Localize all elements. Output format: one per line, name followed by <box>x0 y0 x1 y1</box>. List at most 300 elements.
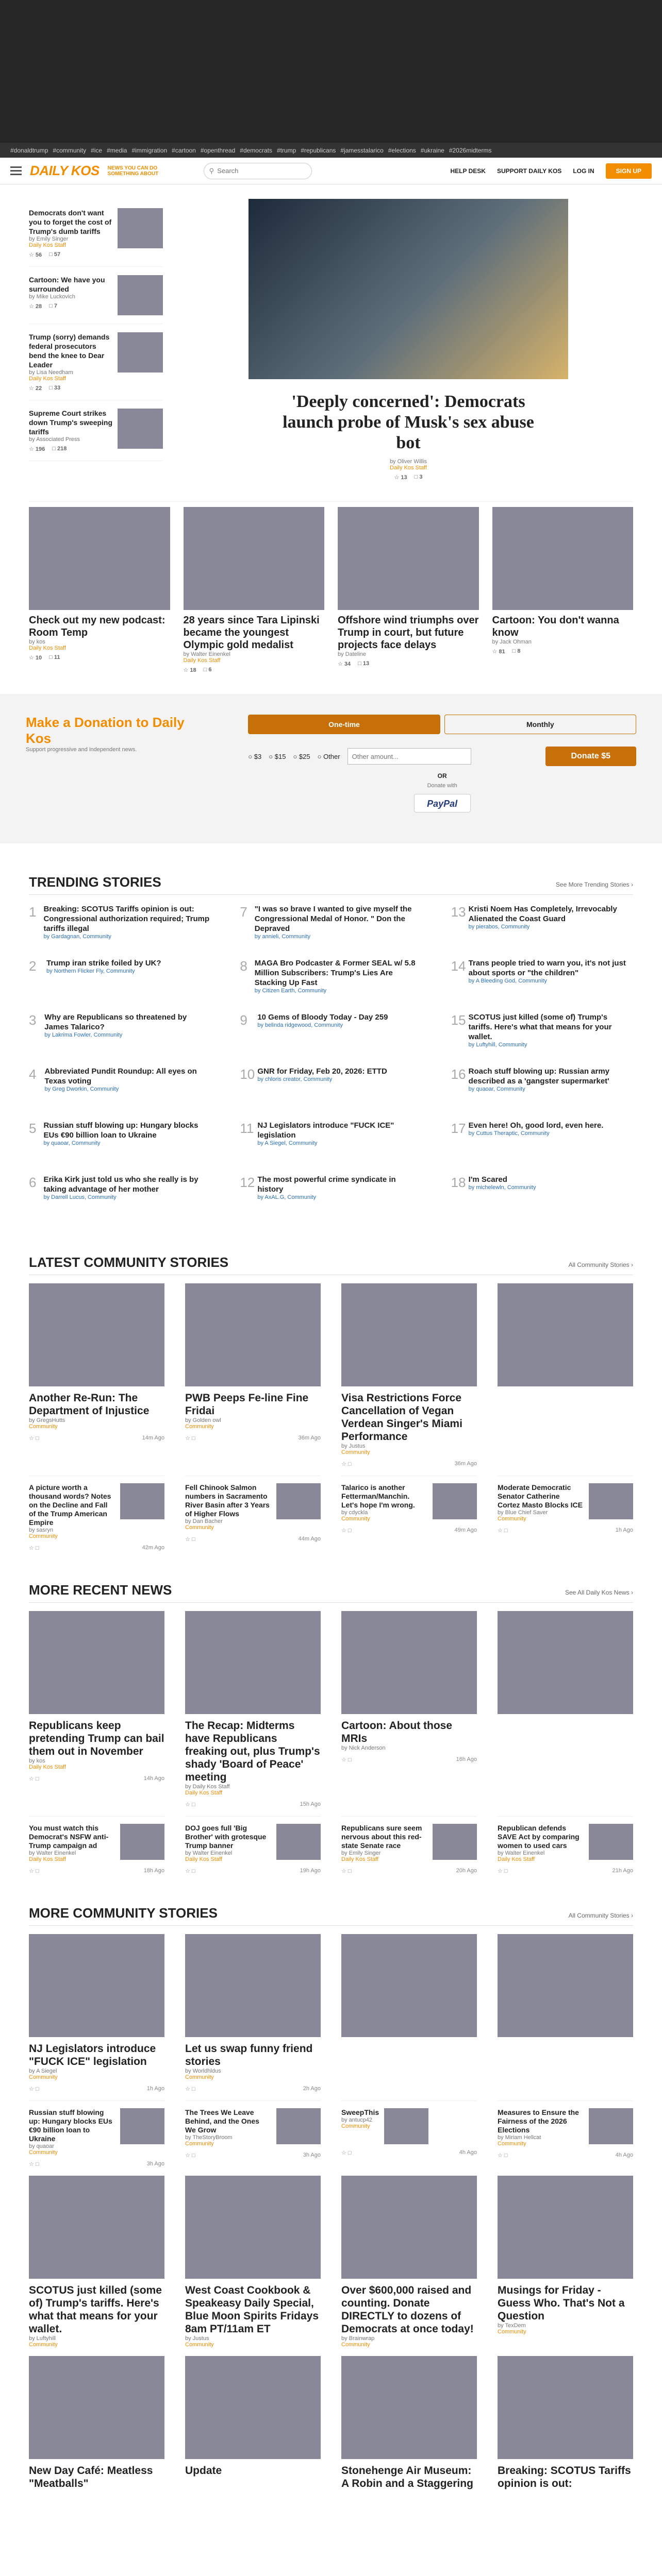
story-author[interactable]: by Luftyhill <box>29 2335 56 2342</box>
signup-button[interactable]: SIGN UP <box>606 163 652 179</box>
story-thumbnail[interactable] <box>118 409 163 449</box>
story-title[interactable]: Measures to Ensure the Fairness of the 2026 Elections <box>498 2108 579 2134</box>
tag-link[interactable]: #media <box>107 146 127 154</box>
tag-link[interactable]: #elections <box>388 146 416 154</box>
story-author[interactable]: by Golden owl <box>185 1417 221 1423</box>
story-image[interactable] <box>498 1934 633 2037</box>
trending-title[interactable]: Abbreviated Pundit Roundup: All eyes on Texas voting <box>44 1067 197 1086</box>
hero-author[interactable]: by Oliver Willis <box>389 459 427 465</box>
small-story[interactable] <box>29 1816 164 1874</box>
trending-item[interactable] <box>451 1121 633 1170</box>
story-title[interactable]: Supreme Court strikes down Trump's sweeping tariffs <box>29 409 113 436</box>
story-image[interactable] <box>29 2176 164 2279</box>
trending-title[interactable]: "I was so brave I wanted to give myself the Congressional Medal of Honor. " Don the Depraved <box>254 905 412 933</box>
one-time-toggle[interactable]: One-time <box>248 715 440 734</box>
trending-title[interactable]: Russian stuff blowing up: Hungary blocks EUs €90 billion loan to Ukraine <box>43 1121 198 1140</box>
story-image[interactable] <box>29 2356 164 2459</box>
story-image[interactable] <box>29 1611 164 1714</box>
story-author[interactable]: by Justus <box>185 2335 209 2342</box>
trending-author[interactable]: by annieli, Community <box>254 934 311 940</box>
trending-title[interactable]: Trump iran strike foiled by UK? <box>46 959 161 968</box>
small-story[interactable] <box>341 1476 477 1551</box>
small-story[interactable] <box>498 2100 633 2167</box>
story-title[interactable]: SweepThis <box>341 2108 379 2116</box>
story-thumbnail[interactable] <box>384 2108 428 2144</box>
rec-icon[interactable]: ☆ □ <box>29 2161 39 2167</box>
story-author[interactable]: by kos <box>29 1758 45 1764</box>
trending-title[interactable]: MAGA Bro Podcaster & Former SEAL w/ 5.8 Million Subscribers: Trump's Lies Are Stacking Up Fast <box>254 959 416 987</box>
story-card[interactable] <box>185 1611 321 1808</box>
trending-item[interactable] <box>29 1175 211 1224</box>
trending-item[interactable] <box>29 1066 211 1115</box>
story-card[interactable] <box>29 1934 164 2092</box>
story-title[interactable]: Republicans sure seem nervous about this red-state Senate race <box>341 1824 422 1850</box>
story-author[interactable]: by Blue Chief Saver <box>498 1510 548 1516</box>
amount-label: $25 <box>299 752 310 760</box>
featured-card[interactable] <box>29 507 170 673</box>
login-link[interactable]: LOG IN <box>573 167 594 175</box>
trending-author[interactable]: by Lakrima Fowler, Community <box>44 1032 123 1038</box>
trending-author[interactable]: by A Siegel, Community <box>257 1140 318 1146</box>
trending-item[interactable] <box>29 904 211 953</box>
other-amount-input[interactable] <box>347 748 471 765</box>
comment-icon[interactable]: □ 57 <box>49 251 61 258</box>
story-title[interactable]: Offshore wind triumphs over Trump in court, but future projects face delays <box>338 615 479 651</box>
rec-icon[interactable]: ☆ □ <box>341 1461 352 1467</box>
story-time: 49m Ago <box>454 1527 477 1533</box>
story-image[interactable] <box>341 1283 477 1386</box>
story-author[interactable]: by Justus <box>341 1443 366 1449</box>
story-footer <box>341 1756 477 1763</box>
rec-icon[interactable]: ☆ □ <box>185 1435 195 1442</box>
rec-icon[interactable]: ☆ □ <box>498 1868 508 1874</box>
story-author[interactable]: by cdyckla <box>341 1510 368 1516</box>
story-title[interactable]: Talarico is another Fetterman/Manchin. Let's hope I'm wrong. <box>341 1483 415 1509</box>
rec-icon[interactable]: ☆ □ <box>498 2153 508 2159</box>
rec-icon[interactable]: ☆ □ <box>498 1528 508 1534</box>
paypal-button[interactable]: PayPal <box>414 794 471 812</box>
story-title[interactable]: Republicans keep pretending Trump can bail them out in November <box>29 1720 164 1757</box>
story-thumbnail[interactable] <box>276 1824 321 1860</box>
story-image[interactable] <box>341 1934 477 2037</box>
story-author[interactable]: by Nick Anderson <box>341 1745 386 1751</box>
story-card[interactable] <box>341 2356 477 2490</box>
story-title[interactable]: Cartoon: We have you surrounded <box>29 276 105 293</box>
rec-icon[interactable]: ☆ □ <box>29 1776 39 1782</box>
story-card[interactable] <box>341 1611 477 1808</box>
story-meta <box>29 654 170 661</box>
rec-icon[interactable]: ☆ 18 <box>183 667 196 673</box>
rec-icon[interactable]: ☆ □ <box>185 2086 195 2092</box>
story-time: 1h Ago <box>615 1527 633 1533</box>
tag-link[interactable]: #cartoon <box>172 146 196 154</box>
rec-icon[interactable]: ☆ □ <box>185 1536 195 1543</box>
story-author[interactable]: by Walter Einenkel <box>185 1850 233 1856</box>
hero-image[interactable] <box>249 199 568 379</box>
rec-icon[interactable]: ☆ □ <box>29 1868 39 1874</box>
small-story[interactable] <box>185 1476 321 1551</box>
trending-rank: 11 <box>240 1121 254 1136</box>
trending-title[interactable]: Roach stuff blowing up: Russian army described as a 'gangster supermarket' <box>468 1067 610 1086</box>
rec-icon[interactable]: ☆ □ <box>341 1757 352 1763</box>
story-card[interactable] <box>29 1283 164 1467</box>
rec-icon[interactable]: ☆ 34 <box>338 661 351 667</box>
trending-rank: 17 <box>451 1121 466 1136</box>
trending-author[interactable]: by AxAL.G, Community <box>257 1194 317 1200</box>
amount-radio[interactable]: ○ $25 <box>293 752 310 760</box>
story-author[interactable]: by Dateline <box>338 651 367 657</box>
comment-icon[interactable]: □ 218 <box>52 446 67 452</box>
small-story[interactable] <box>498 1476 633 1551</box>
trending-author[interactable]: by michelewln, Community <box>468 1184 536 1191</box>
story-footer <box>498 1868 633 1874</box>
rec-icon[interactable]: ☆ 81 <box>492 649 505 655</box>
story-thumbnail[interactable] <box>589 1824 633 1860</box>
trending-author[interactable]: by belinda ridgewood, Community <box>257 1022 343 1028</box>
comment-icon[interactable]: □ 7 <box>49 303 57 309</box>
story-image[interactable] <box>185 1283 321 1386</box>
story-author[interactable]: by Walter Einenkel <box>29 1850 76 1856</box>
trending-author[interactable]: by A Bleeding God, Community <box>468 978 547 984</box>
story-footer <box>498 1527 633 1534</box>
story-author[interactable]: by Brainwrap <box>341 2335 375 2342</box>
story-author[interactable]: by Worldhldus <box>185 2068 221 2074</box>
story-card[interactable] <box>498 1611 633 1808</box>
story-image[interactable] <box>341 1611 477 1714</box>
story-card[interactable] <box>185 1934 321 2092</box>
trending-item[interactable] <box>451 1012 633 1061</box>
story-title[interactable]: PWB Peeps Fe-line Fine Fridai <box>185 1392 309 1417</box>
story-image[interactable] <box>185 1611 321 1714</box>
rec-count: 10 <box>35 655 42 661</box>
story-title[interactable]: You must watch this Democrat's NSFW anti-Trump campaign ad <box>29 1824 109 1850</box>
story-card[interactable] <box>185 1283 321 1467</box>
story-card[interactable] <box>29 1611 164 1808</box>
story-title[interactable]: Over $600,000 raised and counting. Donate DIRECTLY to dozens of Democrats at once today! <box>341 2284 474 2335</box>
trending-item[interactable] <box>29 958 211 1007</box>
story-title[interactable]: Stonehenge Air Museum: A Robin and a Staggering <box>341 2465 473 2489</box>
rec-icon[interactable]: ☆ □ <box>185 2153 195 2159</box>
story-title[interactable]: Trump (sorry) demands federal prosecutors bend the knee to Dear Leader <box>29 333 110 369</box>
story-author[interactable]: by Lisa Needham <box>29 369 73 376</box>
story-title[interactable]: Let us swap funny friend stories <box>185 2043 313 2067</box>
story-title[interactable]: Russian stuff blowing up: Hungary blocks EUs €90 billion loan to Ukraine <box>29 2108 112 2143</box>
story-author[interactable]: by GregsHutts <box>29 1417 65 1423</box>
story-title[interactable]: Breaking: SCOTUS Tariffs opinion is out: <box>498 2465 631 2489</box>
rec-count: 34 <box>344 661 351 667</box>
story-author[interactable]: by Jack Ohman <box>492 639 532 645</box>
ad-banner <box>0 0 662 143</box>
story-image[interactable] <box>29 1283 164 1386</box>
comment-count: 7 <box>54 303 57 309</box>
story-image[interactable] <box>184 507 325 610</box>
story-author[interactable]: by Walter Einenkel <box>498 1850 545 1856</box>
amount-radio[interactable]: ○ $3 <box>248 752 262 760</box>
story-author[interactable]: by sasryn <box>29 1527 54 1533</box>
search-box[interactable] <box>204 163 312 179</box>
tag-link[interactable]: #immigration <box>131 146 168 154</box>
story-title[interactable]: A picture worth a thousand words? Notes on the Decline and Fall of the Trump American Empire <box>29 1483 111 1527</box>
story-image[interactable] <box>185 1934 321 2037</box>
story-image[interactable] <box>341 2176 477 2279</box>
story-title[interactable]: The Recap: Midterms have Republicans freaking out, plus Trump's shady 'Board of Peace' meeting <box>185 1720 320 1783</box>
rec-icon[interactable]: ☆ 10 <box>29 655 42 661</box>
story-title[interactable]: Moderate Democratic Senator Catherine Cortez Masto Blocks ICE <box>498 1483 583 1509</box>
trending-title[interactable]: Why are Republicans so threatened by James Talarico? <box>44 1013 187 1031</box>
story-thumbnail[interactable] <box>118 275 163 315</box>
story-thumbnail[interactable] <box>276 1483 321 1519</box>
story-author[interactable]: by Associated Press <box>29 436 80 443</box>
comment-icon[interactable]: □ 3 <box>414 474 423 480</box>
small-story[interactable] <box>29 2100 164 2167</box>
search-input[interactable] <box>217 167 300 175</box>
rec-icon[interactable]: ☆ □ <box>185 1802 195 1808</box>
trending-item[interactable] <box>451 1066 633 1115</box>
story-image[interactable] <box>498 2356 633 2459</box>
donate-button[interactable]: Donate $5 <box>545 747 636 766</box>
hero-title[interactable]: 'Deeply concerned': Democrats launch probe of Musk's sex abuse bot <box>283 392 534 452</box>
rec-icon[interactable]: ☆ □ <box>185 1868 195 1874</box>
help-desk-link[interactable]: HELP DESK <box>450 167 486 175</box>
trending-item[interactable] <box>240 1121 422 1170</box>
trending-title[interactable]: 10 Gems of Bloody Today - Day 259 <box>257 1013 388 1022</box>
rec-icon[interactable]: ☆ □ <box>29 1435 39 1442</box>
trending-item[interactable] <box>29 1121 211 1170</box>
story-card[interactable] <box>498 1283 633 1467</box>
support-link[interactable]: SUPPORT DAILY KOS <box>496 167 562 175</box>
story-image[interactable] <box>498 1611 633 1714</box>
trending-author[interactable]: by Luftyhill, Community <box>468 1042 527 1048</box>
story-author[interactable]: by antucp42 <box>341 2117 372 2123</box>
trending-author[interactable]: by Citizen Earth, Community <box>254 988 327 994</box>
top-left-item[interactable] <box>29 324 163 400</box>
story-author[interactable]: by Emily Singer <box>29 236 69 242</box>
story-image[interactable] <box>341 2356 477 2459</box>
story-thumbnail[interactable] <box>433 1483 477 1519</box>
story-author[interactable]: by quaoar <box>29 2143 54 2149</box>
story-category: Community <box>29 1533 58 1539</box>
story-thumbnail[interactable] <box>120 1483 164 1519</box>
rec-icon[interactable]: ☆ 56 <box>29 252 42 258</box>
story-thumbnail[interactable] <box>118 332 163 372</box>
donate-subtitle: Support progressive and independent news. <box>26 747 137 753</box>
story-author[interactable]: by Walter Einenkel <box>183 651 230 657</box>
monthly-toggle[interactable]: Monthly <box>444 715 636 734</box>
trending-author[interactable]: by quaoar, Community <box>468 1086 525 1092</box>
story-image[interactable] <box>29 1934 164 2037</box>
story-author[interactable]: by Miriam Hellcat <box>498 2134 541 2141</box>
story-card[interactable] <box>29 2176 164 2348</box>
story-title[interactable]: 28 years since Tara Lipinski became the youngest Olympic gold medalist <box>183 615 320 651</box>
small-story[interactable] <box>341 1816 477 1874</box>
story-title[interactable]: West Coast Cookbook & Speakeasy Daily Special, Blue Moon Spirits Fridays 8am PT/11am ET <box>185 2284 319 2335</box>
small-story-text <box>498 1483 584 1522</box>
featured-card[interactable] <box>184 507 325 673</box>
story-thumbnail[interactable] <box>120 2108 164 2144</box>
story-title[interactable]: New Day Café: Meatless "Meatballs" <box>29 2465 153 2489</box>
trending-author[interactable]: by Gardagnan, Community <box>43 934 111 940</box>
trending-item[interactable] <box>240 1066 422 1115</box>
featured-card[interactable] <box>492 507 634 673</box>
rec-icon[interactable]: ☆ 22 <box>29 385 42 392</box>
trending-item[interactable] <box>451 904 633 953</box>
story-author[interactable]: by Emily Singer <box>341 1850 381 1856</box>
rec-icon[interactable]: ☆ □ <box>29 1545 39 1551</box>
trending-author[interactable]: by quaoar, Community <box>43 1140 101 1146</box>
tag-link[interactable]: #community <box>53 146 87 154</box>
story-title[interactable]: Update <box>185 2465 222 2477</box>
recent-more-link[interactable]: See All Daily Kos News › <box>565 1589 633 1596</box>
story-title[interactable]: Check out my new podcast: Room Temp <box>29 615 166 638</box>
trending-item[interactable] <box>240 1175 422 1224</box>
story-card[interactable] <box>498 1934 633 2092</box>
trending-title[interactable]: Breaking: SCOTUS Tariffs opinion is out: Congressional authorization required; Trump tariffs illegal <box>43 905 210 933</box>
trending-title[interactable]: Even here! Oh, good lord, even here. <box>468 1121 604 1130</box>
story-card[interactable] <box>341 2176 477 2348</box>
story-thumbnail[interactable] <box>433 1824 477 1860</box>
trending-title[interactable]: The most powerful crime syndicate in history <box>257 1175 396 1194</box>
comment-count: 33 <box>54 385 61 391</box>
story-title[interactable]: DOJ goes full 'Big Brother' with grotesque Trump banner <box>185 1824 267 1850</box>
tag-link[interactable]: #democrats <box>240 146 272 154</box>
story-card[interactable] <box>498 2176 633 2348</box>
amount-radio[interactable]: ○ $15 <box>269 752 286 760</box>
story-image[interactable] <box>185 2176 321 2279</box>
trending-item[interactable] <box>240 904 422 953</box>
comment-icon[interactable]: □ 13 <box>358 660 370 667</box>
story-title[interactable]: Cartoon: About those MRIs <box>341 1720 453 1744</box>
story-card[interactable] <box>185 2356 321 2490</box>
small-story[interactable] <box>185 1816 321 1874</box>
story-image[interactable] <box>498 1283 633 1386</box>
story-title[interactable]: Fell Chinook Salmon numbers in Sacramento River Basin after 3 Years of Higher Flows <box>185 1483 270 1518</box>
story-title[interactable]: Another Re-Run: The Department of Injustice <box>29 1392 150 1417</box>
story-author[interactable]: by kos <box>29 639 45 645</box>
story-author[interactable]: by Mike Luckovich <box>29 294 75 300</box>
story-author[interactable]: by Daily Kos Staff <box>185 1784 230 1790</box>
story-title[interactable]: NJ Legislators introduce "FUCK ICE" legislation <box>29 2043 156 2067</box>
small-story[interactable] <box>29 1476 164 1551</box>
story-title[interactable]: Republican defends SAVE Act by comparing women to used cars <box>498 1824 580 1850</box>
trending-title[interactable]: Erika Kirk just told us who she really is by taking advantage of her mother <box>43 1175 198 1194</box>
rec-icon[interactable]: ☆ □ <box>29 2086 39 2092</box>
featured-card[interactable] <box>338 507 479 673</box>
story-image[interactable] <box>185 2356 321 2459</box>
story-thumbnail[interactable] <box>589 2108 633 2144</box>
story-card[interactable] <box>29 2356 164 2490</box>
trending-author[interactable]: by pierabos, Community <box>468 924 530 930</box>
tag-link[interactable]: #openthread <box>200 146 236 154</box>
story-author[interactable]: by Dan Bacher <box>185 1518 223 1524</box>
trending-title[interactable]: Trans people tried to warn you, it's not just about sports or "the children" <box>468 959 626 977</box>
story-image[interactable] <box>29 507 170 610</box>
tag-link[interactable]: #trump <box>276 146 296 154</box>
comment-icon[interactable]: □ 8 <box>512 648 521 654</box>
small-story[interactable] <box>498 1816 633 1874</box>
rec-icon[interactable]: ☆ 13 <box>394 474 407 481</box>
trending-author[interactable]: by Greg Dworkin, Community <box>44 1086 119 1092</box>
trending-item[interactable] <box>451 1175 633 1224</box>
small-story[interactable] <box>185 2100 321 2167</box>
story-card[interactable] <box>185 2176 321 2348</box>
story-author[interactable]: by TheStoryBroom <box>185 2134 233 2141</box>
recent-section <box>29 1582 633 1874</box>
story-title[interactable]: Cartoon: You don't wanna know <box>492 615 619 638</box>
story-image[interactable] <box>338 507 479 610</box>
trending-item[interactable] <box>240 1012 422 1061</box>
top-left-item[interactable] <box>29 267 163 324</box>
trending-title[interactable]: GNR for Friday, Feb 20, 2026: ETTD <box>257 1067 387 1076</box>
rec-icon[interactable]: ☆ 28 <box>29 303 42 310</box>
story-thumbnail[interactable] <box>120 1824 164 1860</box>
story-thumbnail[interactable] <box>276 2108 321 2144</box>
menu-icon[interactable] <box>10 166 22 175</box>
tag-link[interactable]: #republicans <box>301 146 336 154</box>
tag-link[interactable]: #ice <box>91 146 103 154</box>
story-card[interactable] <box>498 2356 633 2490</box>
amount-radio[interactable]: ○ Other <box>317 752 340 760</box>
story-category: Community <box>341 1516 370 1522</box>
story-author[interactable]: by TexDem <box>498 2323 526 2329</box>
trending-author[interactable]: by chloris creator, Community <box>257 1076 333 1082</box>
trending-author[interactable]: by Darrell Lucus, Community <box>43 1194 117 1200</box>
comment-icon[interactable]: □ 33 <box>49 385 61 391</box>
trending-author[interactable]: by Northern Flicker Fly, Community <box>46 968 135 974</box>
trending-title[interactable]: NJ Legislators introduce "FUCK ICE" legislation <box>257 1121 394 1140</box>
story-author[interactable]: by A Siegel <box>29 2068 57 2074</box>
small-story[interactable] <box>341 2100 477 2167</box>
story-card[interactable] <box>341 1934 477 2092</box>
trending-title[interactable]: SCOTUS just killed (some of) Trump's tariffs. Here's what that means for your wallet. <box>468 1013 612 1041</box>
trending-title[interactable]: I'm Scared <box>468 1175 507 1184</box>
tag-link[interactable]: #jamesstalarico <box>340 146 384 154</box>
rec-icon[interactable]: ☆ □ <box>341 2150 352 2156</box>
rec-icon[interactable]: ☆ □ <box>341 1868 352 1874</box>
tag-link[interactable]: #donaldtrump <box>10 146 48 154</box>
trending-more-link[interactable]: See More Trending Stories › <box>555 881 633 888</box>
trending-author[interactable]: by Cuttus Theraptic, Community <box>468 1130 550 1137</box>
story-card[interactable] <box>341 1283 477 1467</box>
story-image[interactable] <box>498 2176 633 2279</box>
comment-icon[interactable]: □ 11 <box>49 654 60 660</box>
tag-link[interactable]: #ukraine <box>420 146 444 154</box>
story-thumbnail[interactable] <box>118 208 163 248</box>
top-left-item[interactable] <box>29 200 163 267</box>
hero-story[interactable] <box>184 200 633 481</box>
more-community-link[interactable]: All Community Stories › <box>568 1912 633 1919</box>
story-title[interactable]: The Trees We Leave Behind, and the Ones We Grow <box>185 2108 259 2134</box>
story-title[interactable]: Visa Restrictions Force Cancellation of Vegan Verdean Singer's Miami Performance <box>341 1392 462 1443</box>
rec-icon[interactable]: ☆ □ <box>341 1528 352 1534</box>
trending-item[interactable] <box>29 1012 211 1061</box>
trending-rank: 9 <box>240 1012 247 1028</box>
trending-title[interactable]: Kristi Noem Has Completely, Irrevocably Alienated the Coast Guard <box>468 905 617 923</box>
comment-icon[interactable]: □ 6 <box>203 667 212 673</box>
story-category: Community <box>341 1449 370 1455</box>
story-thumbnail[interactable] <box>589 1483 633 1519</box>
rec-icon[interactable]: ☆ 196 <box>29 446 45 452</box>
tag-link[interactable]: #2026midterms <box>449 146 492 154</box>
story-title[interactable]: SCOTUS just killed (some of) Trump's tariffs. Here's what that means for your wallet. <box>29 2284 162 2335</box>
story-title[interactable]: Musings for Friday -Guess Who. That's Not a Question <box>498 2284 625 2322</box>
trending-item[interactable] <box>240 958 422 1007</box>
top-left-item[interactable] <box>29 400 163 461</box>
latest-more-link[interactable]: All Community Stories › <box>568 1261 633 1268</box>
story-title[interactable]: Democrats don't want you to forget the cost of Trump's dumb tariffs <box>29 209 112 235</box>
story-image[interactable] <box>492 507 634 610</box>
site-logo[interactable]: DAILY KOS <box>30 163 100 178</box>
trending-item[interactable] <box>451 958 633 1007</box>
